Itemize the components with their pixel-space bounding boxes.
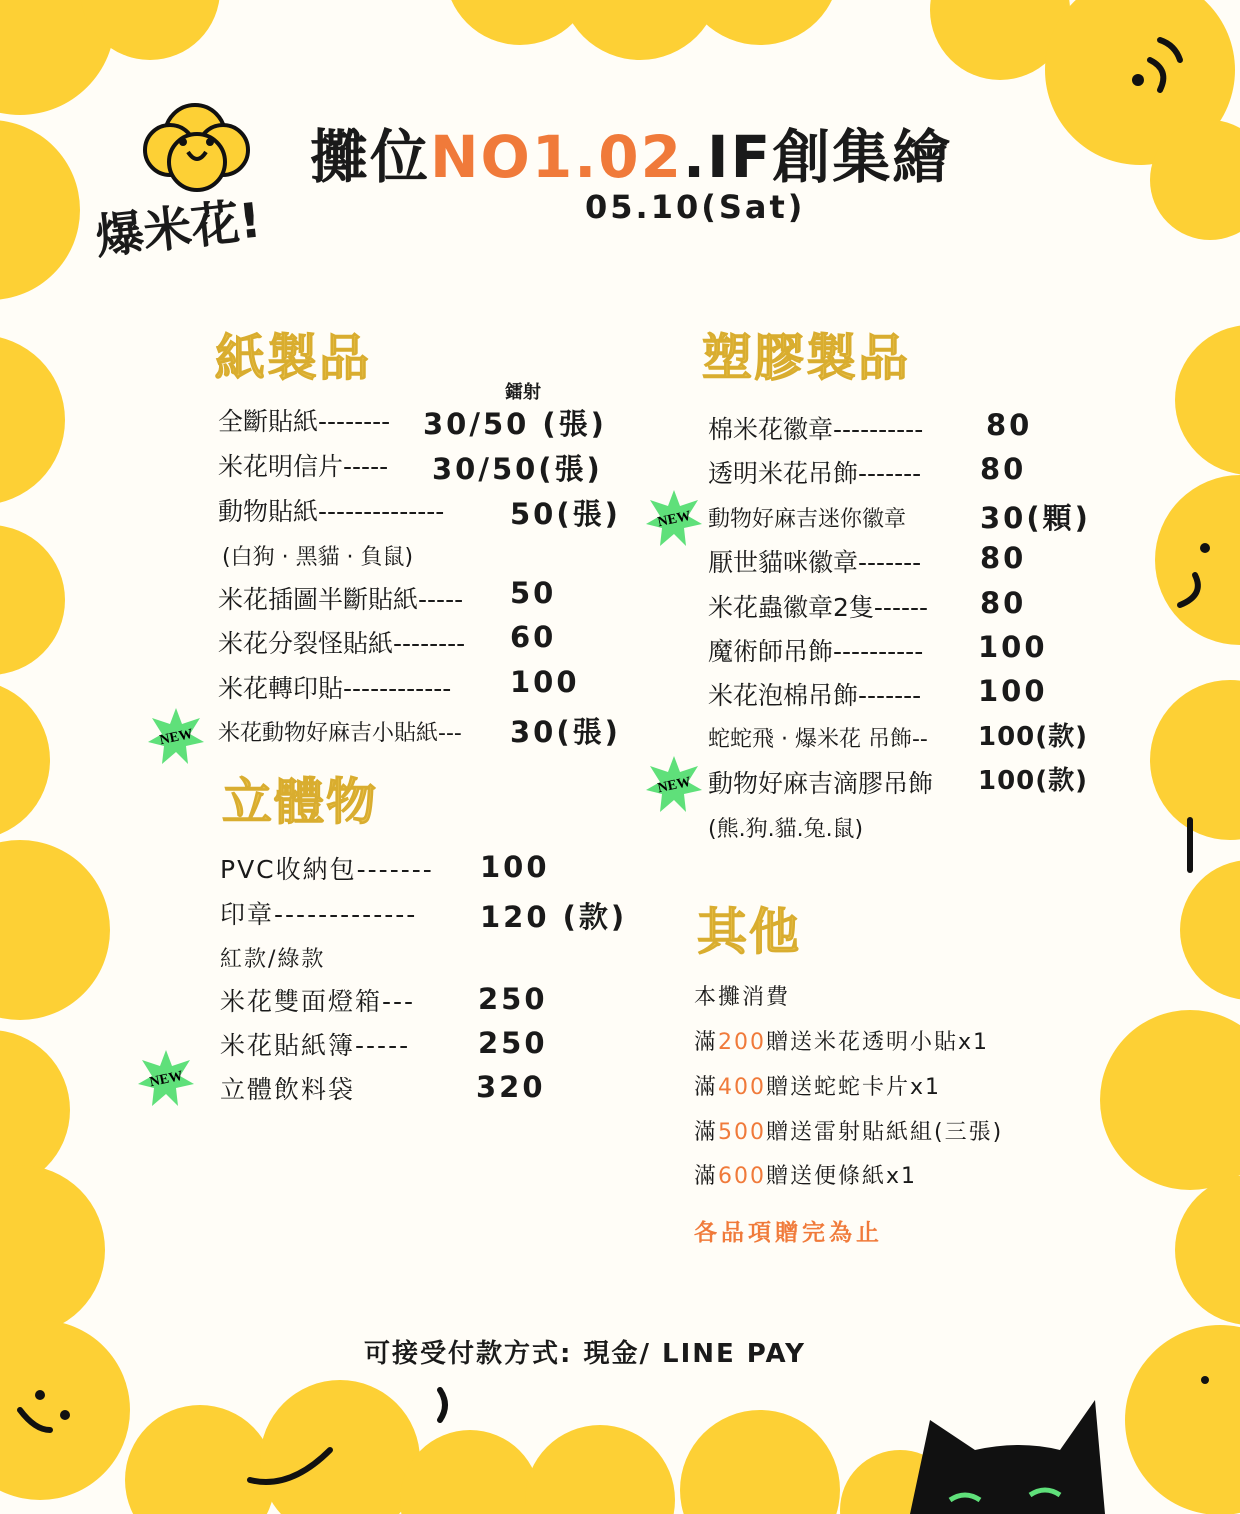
title-suffix: .IF創集繪 bbox=[682, 123, 953, 191]
svg-text:NEW: NEW bbox=[148, 1068, 185, 1091]
list-item: 米花雙面燈箱--- 250 bbox=[220, 982, 548, 1016]
list-item: 棉米花徽章---------- 80 bbox=[708, 408, 1033, 444]
event-date: 05.10(Sat) bbox=[585, 188, 806, 226]
list-item: 米花貼紙簿----- 250 bbox=[220, 1026, 548, 1060]
title-prefix: 攤位 bbox=[310, 123, 431, 191]
section-title-plastic: 塑膠製品 bbox=[702, 329, 910, 387]
new-badge-icon bbox=[138, 1050, 194, 1106]
svg-text:NEW: NEW bbox=[656, 774, 693, 797]
list-item: 立體飲料袋 320 bbox=[220, 1070, 546, 1104]
gift-row: 滿200贈送米花透明小貼x1 bbox=[694, 1030, 990, 1055]
logo bbox=[85, 80, 315, 266]
list-item: 米花泡棉吊飾------- 100 bbox=[708, 674, 1048, 710]
payment-methods: 可接受付款方式: 現金/ LINE PAY bbox=[364, 1339, 806, 1369]
gift-row: 滿500贈送雷射貼紙組(三張) bbox=[694, 1120, 1004, 1145]
gift-row: 滿600贈送便條紙x1 bbox=[694, 1164, 918, 1189]
list-item: 透明米花吊飾------- 80 bbox=[708, 452, 1027, 488]
list-item: 蛇蛇飛 · 爆米花 吊飾-- 100(款) bbox=[708, 722, 1089, 752]
list-item: 厭世貓咪徽章------- 80 bbox=[708, 541, 1027, 577]
new-badge-icon bbox=[646, 756, 702, 812]
item-note: (熊.狗.貓.兔.鼠) bbox=[708, 817, 864, 842]
svg-text:NEW: NEW bbox=[656, 508, 693, 531]
list-item: 米花蟲徽章2隻------ 80 bbox=[708, 586, 1027, 622]
list-item: 動物好麻吉迷你徽章 30(顆) bbox=[708, 501, 1091, 535]
list-item: 米花明信片----- 30/50(張) bbox=[218, 452, 603, 486]
item-note: 紅款/綠款 bbox=[220, 947, 326, 972]
section-title-paper: 紙製品 bbox=[215, 329, 371, 387]
page-title bbox=[310, 110, 952, 194]
list-item: 魔術師吊飾---------- 100 bbox=[708, 630, 1048, 666]
new-badge-icon bbox=[646, 490, 702, 546]
list-item: 全斷貼紙-------- 30/50 (張) bbox=[218, 407, 607, 441]
list-item: 米花動物好麻吉小貼紙--- 30(張) bbox=[218, 715, 621, 749]
item-note: (白狗 · 黑貓 · 負鼠) bbox=[222, 545, 414, 570]
list-item: 米花分裂怪貼紙-------- 60 bbox=[218, 620, 557, 658]
list-item: 米花轉印貼------------ 100 bbox=[218, 665, 580, 703]
gift-row: 滿400贈送蛇蛇卡片x1 bbox=[694, 1075, 942, 1100]
new-badge-icon bbox=[148, 708, 204, 764]
section-title-other: 其他 bbox=[697, 903, 801, 961]
gift-limit-note: 各品項贈完為止 bbox=[694, 1220, 883, 1246]
laser-label: 鐳射 bbox=[505, 382, 541, 403]
svg-text:NEW: NEW bbox=[158, 726, 195, 749]
section-title-solid: 立體物 bbox=[222, 773, 378, 831]
list-item: PVC收納包------- 100 bbox=[220, 850, 550, 884]
list-item: 動物貼紙-------------- 50(張) bbox=[218, 497, 621, 531]
list-item: 米花插圖半斷貼紙----- 50 bbox=[218, 576, 557, 614]
list-item: 印章------------- 120 (款) bbox=[220, 900, 628, 934]
gift-intro: 本攤消費 bbox=[694, 985, 791, 1010]
booth-number: NO1.02 bbox=[430, 123, 683, 191]
logo-text: 爆米花! bbox=[92, 192, 264, 266]
list-item: 動物好麻吉滴膠吊飾 100(款) bbox=[708, 766, 1089, 798]
